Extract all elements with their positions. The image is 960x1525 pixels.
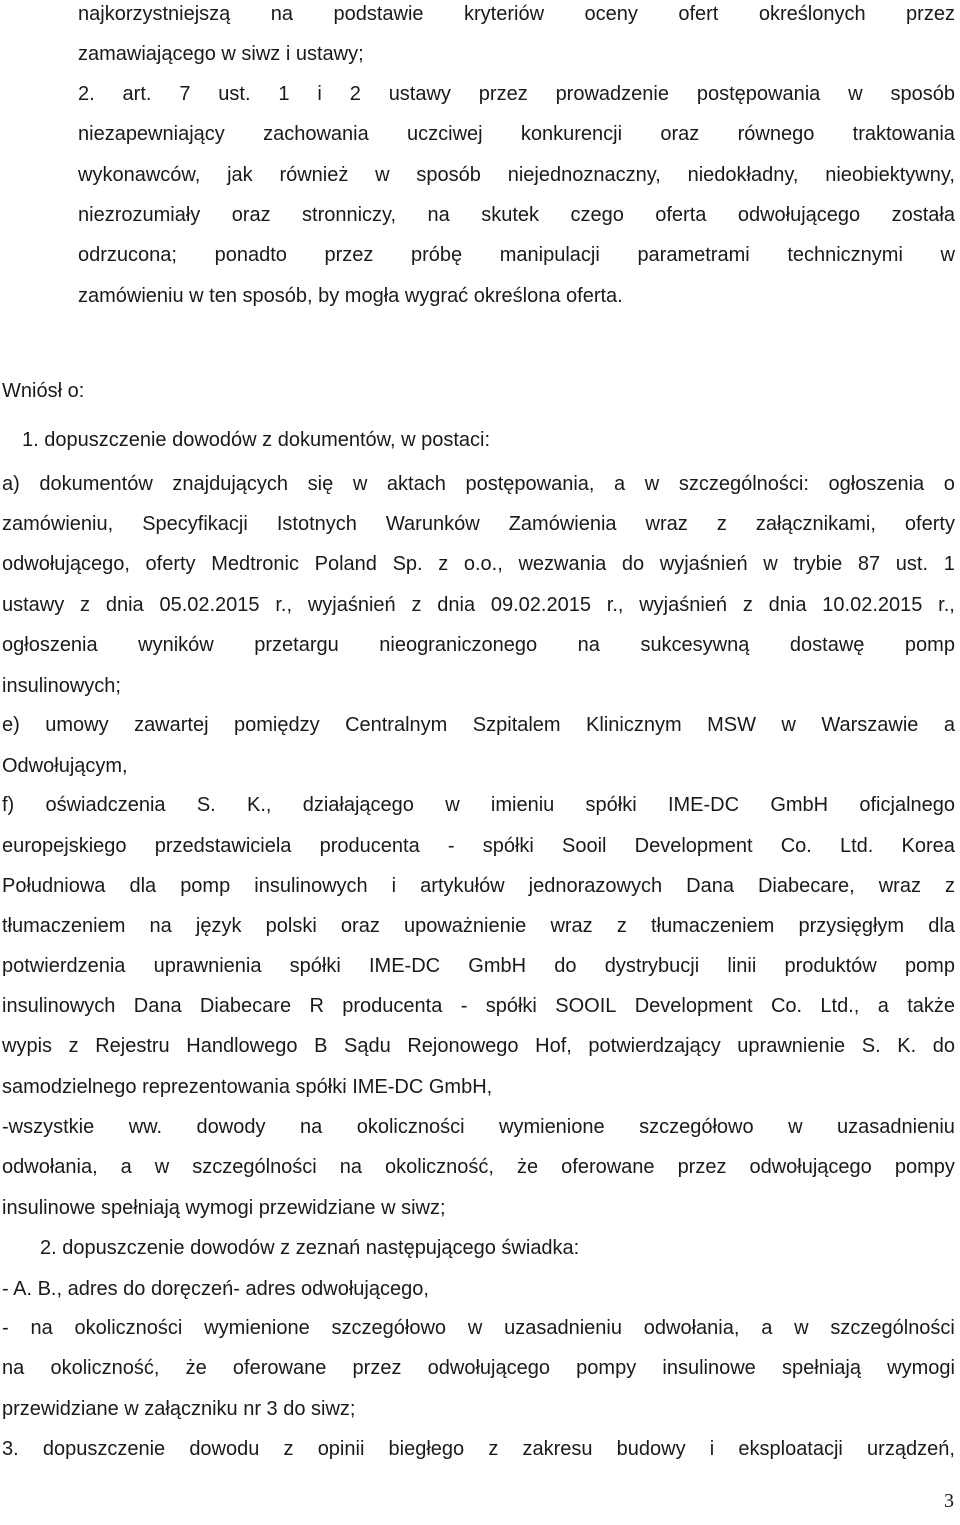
text-line: 3. dopuszczenie dowodu z opinii biegłego z zakresu budowy i eksploatacji urządzeń, — [2, 1438, 955, 1460]
text-line: Wniósł o: — [2, 380, 85, 402]
text-line: 2. dopuszczenie dowodów z zeznań następującego świadka: — [40, 1237, 580, 1259]
text-line: odwołania, a w szczególności na okoliczność, że oferowane przez odwołującego pompy — [2, 1156, 955, 1178]
text-line: - A. B., adres do doręczeń- adres odwołującego, — [2, 1278, 429, 1300]
text-line: insulinowych; — [2, 675, 121, 697]
text-line: Odwołującym, — [2, 755, 128, 777]
text-line: odrzucona; ponadto przez próbę manipulacji parametrami technicznymi w — [78, 244, 955, 266]
text-line: e) umowy zawartej pomiędzy Centralnym Szpitalem Klinicznym MSW w Warszawie a — [2, 714, 955, 736]
text-line: -wszystkie ww. dowody na okoliczności wymienione szczegółowo w uzasadnieniu — [2, 1116, 955, 1138]
text-line: zamówieniu, Specyfikacji Istotnych Warunków Zamówienia wraz z załącznikami, oferty — [2, 513, 955, 535]
text-line: zamówieniu w ten sposób, by mogła wygrać określona oferta. — [78, 285, 623, 307]
text-line: wykonawców, jak również w sposób niejednoznaczny, niedokładny, nieobiektywny, — [78, 164, 955, 186]
text-line: najkorzystniejszą na podstawie kryteriów oceny ofert określonych przez — [78, 3, 955, 25]
text-line: insulinowe spełniają wymogi przewidziane w siwz; — [2, 1197, 446, 1219]
text-line: europejskiego przedstawiciela producenta - spółki Sooil Development Co. Ltd. Korea — [2, 835, 955, 857]
page-number: 3 — [944, 1490, 954, 1512]
text-line: niezapewniający zachowania uczciwej konkurencji oraz równego traktowania — [78, 123, 955, 145]
text-line: na okoliczność, że oferowane przez odwołującego pompy insulinowe spełniają wymogi — [2, 1357, 955, 1379]
text-line: tłumaczeniem na język polski oraz upoważnienie wraz z tłumaczeniem przysięgłym dla — [2, 915, 955, 937]
text-line: niezrozumiały oraz stronniczy, na skutek czego oferta odwołującego została — [78, 204, 955, 226]
text-line: insulinowych Dana Diabecare R producenta - spółki SOOIL Development Co. Ltd., a także — [2, 995, 955, 1017]
text-line: ogłoszenia wyników przetargu nieograniczonego na sukcesywną dostawę pomp — [2, 634, 955, 656]
text-line: a) dokumentów znajdujących się w aktach postępowania, a w szczególności: ogłoszenia o — [2, 473, 955, 495]
text-line: 1. dopuszczenie dowodów z dokumentów, w postaci: — [22, 429, 491, 451]
text-line: wypis z Rejestru Handlowego B Sądu Rejonowego Hof, potwierdzający uprawnienie S. K. do — [2, 1035, 955, 1057]
text-line: Południowa dla pomp insulinowych i artykułów jednorazowych Dana Diabecare, wraz z — [2, 875, 955, 897]
text-line: przewidziane w załączniku nr 3 do siwz; — [2, 1398, 356, 1420]
text-line: f) oświadczenia S. K., działającego w imieniu spółki IME-DC GmbH oficjalnego — [2, 794, 955, 816]
text-line: ustawy z dnia 05.02.2015 r., wyjaśnień z dnia 09.02.2015 r., wyjaśnień z dnia 10.02.2015 r., — [2, 594, 955, 616]
text-line: potwierdzenia uprawnienia spółki IME-DC GmbH do dystrybucji linii produktów pomp — [2, 955, 955, 977]
text-line: - na okoliczności wymienione szczegółowo w uzasadnieniu odwołania, a w szczególności — [2, 1317, 955, 1339]
text-line: samodzielnego reprezentowania spółki IME-DC GmbH, — [2, 1076, 493, 1098]
text-line: 2. art. 7 ust. 1 i 2 ustawy przez prowadzenie postępowania w sposób — [78, 83, 955, 105]
text-line: odwołującego, oferty Medtronic Poland Sp. z o.o., wezwania do wyjaśnień w trybie 87 ust. 1 — [2, 553, 955, 575]
text-line: zamawiającego w siwz i ustawy; — [78, 43, 364, 65]
